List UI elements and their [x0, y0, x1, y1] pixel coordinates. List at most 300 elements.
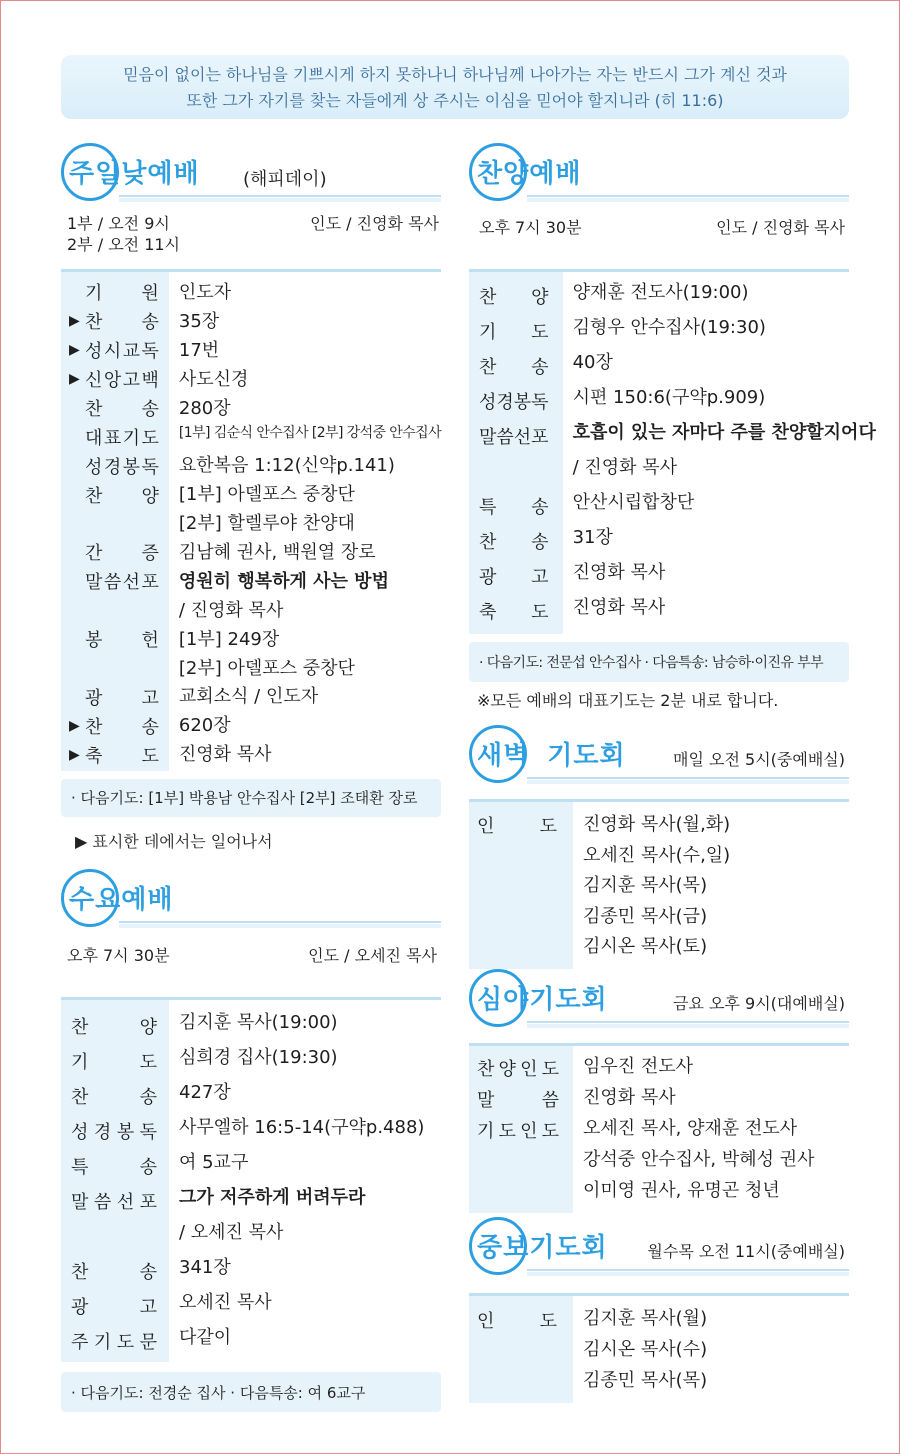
value-column: [573, 1296, 849, 1403]
order-value: [2부] 아델포스 중창단: [178, 657, 355, 679]
order-label-char: 원: [141, 283, 159, 305]
order-label-char: 송: [531, 496, 549, 518]
order-label-char: 축: [85, 745, 103, 767]
header-rule-light: [527, 1272, 849, 1276]
order-label-char: 찬: [71, 1261, 89, 1283]
order-label: [85, 568, 159, 594]
leader-name: 김시온 목사(수): [583, 1339, 708, 1360]
night-prayer-section: [469, 969, 849, 1213]
dawn-title: [477, 735, 626, 772]
night-title: [477, 979, 608, 1016]
order-label-char: 송: [531, 531, 549, 553]
intercession-prayer-section: [469, 1217, 849, 1403]
order-value: 사도신경: [178, 368, 249, 390]
order-label-char: 백: [141, 370, 159, 392]
value-column: [169, 1000, 441, 1362]
wednesday-meta: [61, 945, 441, 985]
order-label-char: 씀: [496, 426, 514, 448]
praise-service-section: [469, 143, 876, 711]
order-label-char: 도: [539, 816, 557, 838]
order-label-char: 광: [479, 566, 497, 588]
order-label: [479, 493, 549, 519]
order-value: 280장: [178, 397, 231, 419]
praise-next-text: · 다음기도: 전문섭 안수집사 · 다음특송: 남승하·이진유 부부: [479, 655, 823, 671]
order-label: [477, 812, 557, 838]
order-value: 안산시립합창단: [572, 492, 695, 513]
order-label-char: 기: [71, 1051, 89, 1073]
order-value: [1부] 김순식 안수집사 [2부] 강석중 안수집사: [178, 425, 441, 442]
leader-name: 오세진 목사(수,일): [583, 844, 731, 866]
order-value: 이미영 권사, 유명곤 청년: [583, 1180, 780, 1201]
order-label-char: 말: [71, 1191, 89, 1213]
order-label-char: 기: [93, 1331, 112, 1353]
order-label-char: 독: [141, 456, 159, 478]
order-label: [71, 1048, 157, 1074]
order-label: [479, 283, 549, 309]
order-value: / 오세진 목사: [179, 1222, 284, 1243]
order-label-char: 말: [477, 1089, 495, 1111]
order-label-row: [71, 1113, 157, 1148]
order-value: 시편 150:6(구약p.909): [572, 387, 766, 408]
order-label-char: 선: [513, 426, 532, 448]
order-label-char: 성: [85, 341, 103, 363]
order-value: 심희경 집사(19:30): [179, 1047, 338, 1068]
order-value: [1부] 아델포스 중창단: [178, 484, 355, 506]
sunday-leader: 인도 / 진영화 목사: [310, 214, 439, 233]
label-column: [61, 272, 169, 771]
order-label-char: 찬: [479, 356, 497, 378]
order-label-char: 증: [141, 543, 159, 565]
order-label-row: [71, 1288, 157, 1323]
praise-title-b: 예배: [529, 159, 582, 189]
order-label-char: 봉: [122, 456, 141, 478]
order-value: 요한복음 1:12(신약p.141): [178, 455, 395, 477]
order-label: [479, 388, 549, 414]
order-value: 진영화 목사: [178, 744, 272, 766]
order-label-row: [479, 383, 549, 418]
stand-arrow-icon: ▶: [69, 746, 80, 763]
order-label-row: [69, 278, 159, 307]
order-label-char: 도: [498, 1120, 516, 1142]
wednesday-title-b: 예배: [121, 885, 174, 915]
header-rule: [527, 1021, 849, 1023]
stand-note: ▶ 표시한 데에서는 일어나서: [75, 832, 273, 852]
praise-time: 오후 7시 30분: [479, 218, 582, 237]
sunday-service-section: [61, 143, 441, 852]
order-label-char: 말: [479, 426, 497, 448]
sunday-time-1: 1부 / 오전 9시: [67, 214, 170, 233]
order-label-char: 양: [498, 1058, 516, 1080]
order-label-char: 신: [85, 370, 103, 392]
praise-meta: [469, 217, 849, 257]
leader-name: 김종민 목사(금): [583, 905, 708, 927]
intercession-header: [469, 1217, 849, 1279]
order-label-char: 찬: [71, 1016, 89, 1038]
praise-title-a: 찬양: [477, 159, 530, 189]
wednesday-leader: 인도 / 오세진 목사: [308, 946, 437, 965]
order-label-char: 도: [139, 1051, 157, 1073]
order-label-char: 독: [141, 341, 159, 363]
order-value: 35장: [178, 310, 220, 332]
order-label: [85, 482, 159, 508]
order-label: [85, 395, 159, 421]
order-label-char: 주: [71, 1331, 89, 1353]
sunday-subtitle: (해피데이): [243, 169, 327, 190]
sunday-title: [69, 153, 200, 190]
leader-name: 김종민 목사(목): [583, 1370, 708, 1391]
order-label: [85, 279, 159, 305]
order-label-row: [477, 1052, 559, 1083]
order-value: 620장: [178, 715, 231, 737]
intercession-title-b: 기도회: [529, 1233, 608, 1263]
order-label-row: [479, 453, 549, 488]
order-value: 31장: [572, 527, 613, 548]
order-value: 341장: [179, 1257, 231, 1278]
header-rule-light: [119, 924, 441, 928]
order-value: 사무엘하 16:5-14(구약p.488): [179, 1117, 425, 1138]
night-leaders-table: [469, 1043, 849, 1213]
label-column: [469, 272, 563, 634]
order-label-row: [477, 1083, 559, 1114]
order-label-row: [479, 313, 549, 348]
order-label: [479, 598, 549, 624]
order-value: 여 5교구: [179, 1152, 249, 1173]
order-label-char: 씀: [103, 572, 122, 594]
order-label-row: [479, 418, 549, 453]
order-label-row: [477, 1114, 559, 1145]
verse-banner: [61, 55, 849, 119]
order-value: [2부] 할렐루야 찬양대: [178, 513, 355, 535]
order-label: [479, 563, 549, 589]
verse-line-2: 또한 그가 자기를 찾는 자들에게 상 주시는 이심을 믿어야 할지니라 (히 11:6): [186, 91, 724, 110]
order-label-char: 찬: [85, 399, 103, 420]
order-label-char: 특: [71, 1156, 89, 1178]
intercession-leaders-table: [469, 1293, 849, 1403]
order-label-char: 고: [122, 370, 141, 392]
order-label-char: 표: [103, 427, 122, 449]
praise-next-prayer: [469, 642, 849, 682]
value-column: [169, 272, 441, 771]
value-column: [573, 802, 849, 969]
label-column: [469, 1046, 573, 1213]
order-label: [85, 539, 159, 565]
order-label-char: 간: [85, 543, 103, 565]
order-label-char: 찬: [85, 485, 103, 507]
order-label-char: 씀: [93, 1191, 112, 1213]
order-label-char: 앙: [103, 370, 122, 392]
order-value: 진영화 목사: [583, 1087, 676, 1108]
order-label-char: 도: [541, 1120, 559, 1142]
header-rule: [527, 195, 849, 197]
order-label: [477, 1086, 559, 1112]
order-label-char: 도: [116, 1331, 135, 1353]
order-label-char: 시: [103, 341, 122, 363]
order-label-row: [71, 1218, 157, 1253]
night-schedule: 금요 오후 9시(대예배실): [673, 994, 845, 1013]
order-label-char: 기: [479, 321, 497, 343]
order-label-char: 봉: [85, 630, 103, 652]
order-label-char: 선: [122, 572, 141, 594]
order-label-row: [69, 451, 159, 480]
order-label-char: 고: [141, 687, 159, 709]
order-label-char: 광: [85, 687, 103, 709]
order-label-char: 선: [116, 1191, 135, 1213]
sunday-next-prayer: · 다음기도: [1부] 박용남 안수집사 [2부] 조태환 장로: [61, 779, 441, 817]
order-label: [85, 337, 159, 363]
order-label-row: [71, 1043, 157, 1078]
order-label-row: [69, 711, 159, 740]
order-value: 40장: [572, 352, 613, 373]
intercession-title-a: 중보: [477, 1233, 530, 1263]
order-label: [85, 308, 159, 334]
order-value: 그가 저주하게 버려두라: [179, 1187, 366, 1208]
order-label-row: [479, 488, 549, 523]
order-label: [71, 1328, 157, 1354]
order-label-char: 찬: [477, 1058, 495, 1080]
praise-title: [477, 153, 581, 190]
order-label-char: 도: [541, 1058, 559, 1080]
header-rule: [119, 195, 441, 197]
order-label-row: [69, 509, 159, 538]
order-label-char: 문: [139, 1331, 157, 1353]
order-label-char: 찬: [85, 312, 103, 334]
wednesday-service-section: [61, 869, 441, 1412]
order-label-char: 송: [139, 1086, 157, 1108]
order-label-char: 봉: [513, 391, 532, 413]
label-column: [61, 1000, 169, 1362]
leader-name: 진영화 목사(월,화): [583, 814, 731, 835]
order-label-char: 송: [531, 356, 549, 378]
order-label-char: 찬: [479, 286, 497, 308]
order-label-row: [69, 740, 159, 769]
label-column: [469, 1296, 573, 1403]
order-label-row: [477, 1304, 557, 1335]
order-label-char: 양: [139, 1016, 157, 1038]
label-column: [469, 802, 573, 969]
order-value: 다같이: [179, 1327, 232, 1348]
dawn-schedule: 매일 오전 5시(중예배실): [673, 750, 845, 769]
order-value: 인도자: [178, 282, 232, 303]
order-value: 교회소식 / 인도자: [178, 686, 319, 708]
sunday-header: [61, 143, 441, 205]
sunday-meta: [61, 213, 441, 257]
sunday-order-table: [61, 269, 441, 771]
night-header: [469, 969, 849, 1031]
order-label-char: 독: [139, 1121, 157, 1143]
header-rule-light: [527, 780, 849, 784]
order-label: [85, 713, 159, 739]
order-label-row: [479, 278, 549, 313]
order-label-row: [69, 480, 159, 509]
order-label-char: 양: [141, 485, 159, 507]
order-label-char: 성: [71, 1121, 89, 1143]
header-rule: [119, 921, 441, 923]
order-label: [479, 423, 549, 449]
order-label-row: [69, 625, 159, 654]
order-label-row: [69, 596, 159, 625]
order-label: [479, 353, 549, 379]
praise-header: [469, 143, 849, 205]
stand-arrow-icon: ▶: [69, 717, 80, 734]
order-label-char: 경: [103, 456, 122, 478]
order-label-char: 대: [85, 427, 103, 449]
order-label-char: 성: [479, 391, 497, 413]
order-label-char: 송: [141, 312, 159, 334]
order-label-char: 포: [531, 426, 549, 448]
dawn-prayer-section: [469, 725, 849, 969]
order-label-char: 도: [141, 427, 159, 449]
order-value: 17번: [178, 339, 220, 361]
header-rule-light: [527, 1024, 849, 1028]
wednesday-title-a: 수요: [69, 885, 122, 915]
order-label-char: 도: [539, 1310, 557, 1332]
order-label-char: 찬: [71, 1086, 89, 1108]
header-rule: [527, 1269, 849, 1271]
order-label-row: [69, 336, 159, 365]
order-label: [71, 1083, 157, 1109]
order-label-char: 기: [477, 1120, 495, 1142]
order-label: [85, 366, 159, 392]
order-value: [1부] 249장: [178, 628, 280, 650]
dawn-header: [469, 725, 849, 787]
stand-arrow-icon: ▶: [69, 342, 80, 359]
order-label-char: 말: [85, 572, 103, 594]
wednesday-header: [61, 869, 441, 931]
order-label-row: [71, 1148, 157, 1183]
value-column: [573, 1046, 849, 1213]
order-label-char: 송: [139, 1261, 157, 1283]
stand-arrow-icon: ▶: [69, 313, 80, 330]
sunday-times: [67, 213, 180, 255]
dawn-title-b: 기도회: [547, 741, 626, 771]
praise-leader: 인도 / 진영화 목사: [716, 218, 845, 237]
order-label-row: [479, 348, 549, 383]
sunday-time-2: 2부 / 오전 11시: [67, 235, 181, 254]
order-value: 영원히 행복하게 사는 방법: [178, 570, 389, 592]
order-value: 김남혜 권사, 백원열 장로: [178, 542, 376, 564]
order-label-char: 도: [531, 321, 549, 343]
order-label-char: 고: [139, 1296, 157, 1318]
order-label-char: 인: [520, 1120, 538, 1142]
dawn-leaders-table: [469, 799, 849, 969]
header-rule: [527, 777, 849, 779]
order-label-char: 교: [122, 341, 141, 363]
order-label: [477, 1117, 559, 1143]
order-label-char: 도: [531, 601, 549, 623]
order-label-char: 송: [139, 1156, 157, 1178]
value-column: [563, 272, 876, 634]
order-label-char: 광: [71, 1296, 89, 1318]
order-value: 양재훈 전도사(19:00): [572, 282, 749, 303]
order-label-row: [69, 567, 159, 596]
leader-name: 김지훈 목사(목): [583, 875, 708, 896]
order-label: [479, 318, 549, 344]
order-value: 오세진 목사, 양재훈 전도사: [583, 1118, 798, 1139]
order-label: [85, 424, 159, 450]
order-label-char: 기: [85, 283, 103, 305]
wednesday-time: 오후 7시 30분: [67, 946, 170, 965]
order-value: 진영화 목사: [572, 597, 666, 618]
order-label: [477, 1307, 557, 1333]
order-label-char: 송: [141, 399, 159, 420]
order-label-char: 경: [496, 391, 514, 413]
order-label-char: 양: [531, 286, 549, 308]
order-label-row: [69, 365, 159, 394]
order-label-row: [479, 593, 549, 628]
order-label: [85, 453, 159, 479]
sunday-title-b: 낮예배: [121, 159, 200, 189]
order-label: [71, 1188, 157, 1214]
order-label-char: 송: [141, 716, 159, 738]
leader-name: 김시온 목사(토): [583, 936, 708, 957]
praise-order-table: [469, 269, 876, 634]
order-label: [85, 626, 159, 652]
order-value: / 진영화 목사: [178, 599, 284, 621]
order-label-row: [69, 538, 159, 567]
order-label-row: [69, 654, 159, 683]
sunday-title-a: 주일: [69, 159, 122, 189]
intercession-title: [477, 1227, 608, 1264]
order-label-row: [71, 1008, 157, 1043]
order-label-char: 씀: [541, 1089, 559, 1111]
order-label-row: [477, 1176, 559, 1207]
order-value: 임우진 전도사: [583, 1056, 694, 1077]
order-label-char: 기: [122, 427, 141, 449]
prayer-length-note: ※모든 예배의 대표기도는 2분 내로 합니다.: [477, 691, 779, 710]
order-label-row: [69, 307, 159, 336]
order-label-char: 인: [520, 1058, 538, 1080]
order-value: 427장: [179, 1082, 231, 1103]
order-label-char: 찬: [479, 531, 497, 553]
order-label-char: 독: [531, 391, 549, 413]
order-label: [71, 1258, 157, 1284]
order-value: 김지훈 목사(19:00): [179, 1012, 338, 1033]
night-title-b: 기도회: [529, 985, 608, 1015]
order-label: [71, 1118, 157, 1144]
order-label-char: 고: [531, 566, 549, 588]
header-rule-light: [527, 198, 849, 202]
order-label-char: 도: [141, 745, 159, 767]
order-value: 호흡이 있는 자마다 주를 찬양할지어다: [572, 422, 876, 443]
dawn-title-a: 새벽: [477, 741, 530, 771]
order-value: 김형우 안수집사(19:30): [572, 317, 766, 338]
order-label-char: 찬: [85, 716, 103, 738]
order-value: 진영화 목사: [572, 562, 666, 583]
order-label: [477, 1055, 559, 1081]
order-label-char: 포: [139, 1191, 157, 1213]
wednesday-order-table: [61, 997, 441, 1362]
order-value: 강석중 안수집사, 박혜성 권사: [583, 1149, 815, 1170]
order-label-char: 헌: [141, 630, 159, 652]
order-label-char: 축: [479, 601, 497, 623]
order-label: [85, 742, 159, 768]
order-label-row: [477, 1145, 559, 1176]
stand-arrow-icon: ▶: [69, 371, 80, 388]
order-label-row: [69, 682, 159, 711]
order-label-row: [71, 1253, 157, 1288]
order-label-row: [479, 523, 549, 558]
order-label-row: [71, 1323, 157, 1358]
order-label-row: [71, 1183, 157, 1218]
order-label-char: 포: [141, 572, 159, 594]
order-label-row: [69, 394, 159, 423]
order-label-row: [477, 810, 557, 841]
wednesday-title: [69, 879, 173, 916]
order-label-row: [69, 422, 159, 451]
order-label-char: 인: [477, 1310, 495, 1332]
order-label-char: 경: [93, 1121, 112, 1143]
order-label-char: 성: [85, 456, 103, 478]
